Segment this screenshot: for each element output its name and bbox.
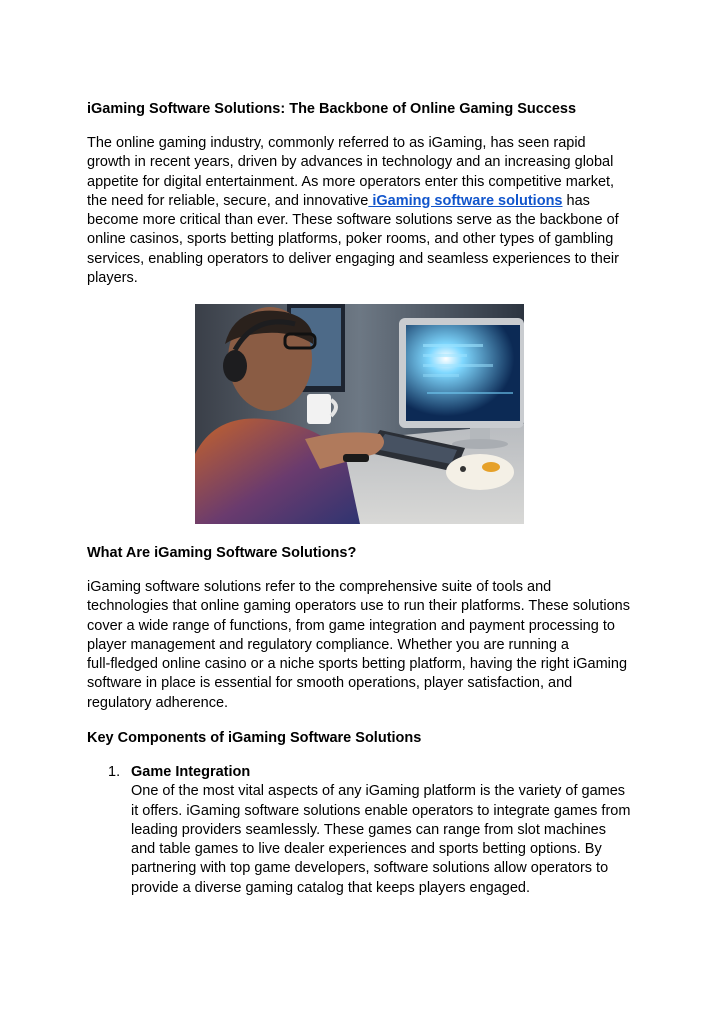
list-item-number: 1. — [108, 764, 121, 780]
section-heading-key-components: Key Components of iGaming Software Solutions — [87, 730, 422, 746]
document-title: iGaming Software Solutions: The Backbone of Online Gaming Success — [87, 101, 577, 117]
list-item-game-integration: Game Integration One of the most vital aspects of any iGaming platform is the variety of games it offers. iGaming software solutions enable operators to integrate games from leading providers seamlessly. These games can range from slot machines and table games to live dealer experiences and sports betting options. By partnering with top game developers, software solutions allow operators to provide a diverse gaming catalog that keeps players engaged. — [131, 763, 641, 898]
intro-paragraph: The online gaming industry, commonly referred to as iGaming, has seen rapid growth in recent years, driven by advances in technology and an increasing global appetite for digital entertainment. As more operators enter this competitive market, the need for reliable, secure, and innovative iGaming software solutions has become more critical than ever. These software solutions serve as the backbone of online casinos, sports betting platforms, poker rooms, and other types of gambling services, enabling operators to deliver engaging and seamless experiences to their players. — [87, 135, 619, 287]
igaming-software-solutions-link[interactable]: iGaming software solutions — [368, 192, 563, 209]
what-are-paragraph: iGaming software solutions refer to the comprehensive suite of tools and technologies that online gaming operators use to run their platforms. These solutions cover a wide range of functions, from game integration and payment processing to player management and regulatory compliance. Whether you are running a full-fledged online casino or a niche sports betting platform, having the right iGaming software in place is essential for smooth operations, player satisfaction, and regulatory adherence. — [87, 579, 630, 711]
list-item-title: Game Integration — [131, 764, 251, 780]
section-heading-what-are: What Are iGaming Software Solutions? — [87, 545, 357, 561]
developer-at-computer-photo — [195, 304, 524, 524]
